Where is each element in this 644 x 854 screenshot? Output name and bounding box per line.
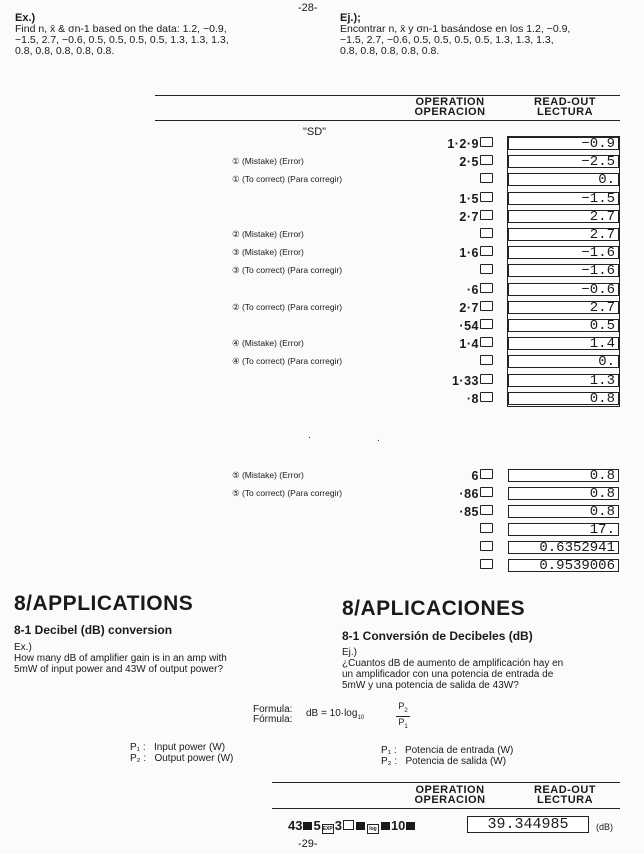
data-entry-key-icon	[480, 173, 493, 183]
data-entry-key-icon	[480, 541, 493, 551]
example-es	[340, 13, 640, 57]
readout-value: 2.7	[508, 210, 619, 223]
example-en-line3: 0.8, 0.8, 0.8, 0.8, 0.8.	[15, 45, 115, 57]
page-number-top: -28-	[298, 2, 318, 14]
final-operation: 43 5 EXP 3 log 10	[288, 818, 416, 834]
readout-value: 0.5	[508, 319, 619, 332]
operation-digits: 1·5	[459, 191, 479, 206]
operation-digits: ·86	[459, 487, 479, 501]
operation-digits: ·6	[466, 282, 479, 297]
separator-dot: .	[308, 430, 311, 441]
step-operation	[459, 301, 494, 315]
step-operation	[459, 505, 494, 519]
step-label: ⑤ (Mistake) (Error)	[232, 470, 304, 480]
readout-value: −0.6	[508, 283, 619, 296]
legend-es: P₁ : Potencia de entrada (W) P₂ : Potencia de salida (W)	[381, 745, 514, 767]
operation-digits: 6	[471, 469, 479, 483]
readout-value: −1.5	[508, 192, 619, 205]
applications-body-es	[342, 647, 563, 691]
step-operation	[479, 523, 494, 537]
readout-value: 0.6352941	[508, 541, 619, 554]
example-es-label: Ej.);	[340, 12, 361, 24]
step-label: ③ (Mistake) (Error)	[232, 247, 304, 258]
readout-value: 17.	[508, 523, 619, 536]
key-exp-icon: EXP	[322, 826, 333, 832]
data-entry-key-icon	[480, 337, 493, 347]
step-label: ③ (To correct) (Para corregir)	[232, 265, 343, 276]
key-log-icon: log	[367, 824, 379, 834]
data-entry-key-icon	[480, 192, 493, 202]
step-operation	[467, 283, 494, 297]
formula-expression: dB = $10\cdot\log_{10}$	[306, 708, 365, 721]
readout-value: 1.3	[508, 374, 619, 387]
example-en-line1: Find n, x̄ & σn-1 based on the data: 1.2, −0.9,	[15, 23, 227, 35]
example-es-line2: −1.5, 2.7, −0.6, 0.5, 0.5, 0.5, 0.5, 1.3, 1.3, 1.3,	[340, 34, 554, 46]
operation-digits: 1·4	[459, 337, 479, 352]
readout-value: 0.8	[508, 469, 619, 482]
data-entry-key-icon	[480, 505, 493, 515]
legend-en: P₁ : Input power (W) P₂ : Output power (W)	[130, 742, 234, 764]
step-operation	[459, 337, 494, 351]
final-unit: (dB)	[596, 822, 614, 832]
final-rule-top	[272, 782, 620, 783]
applications-title-en: 8/APPLICATIONS	[14, 592, 194, 615]
readout-value: −1.6	[508, 264, 619, 277]
step-operation	[459, 192, 494, 206]
app-es-line2: un amplificador con una potencia de entrada de	[342, 669, 554, 680]
header-readout: READ-OUT LECTURA	[533, 96, 597, 118]
readout-value: 0.8	[508, 487, 619, 500]
step-operation	[472, 469, 494, 483]
operation-digits: 2·5	[459, 155, 479, 170]
step-label: ④ (Mistake) (Error)	[232, 338, 304, 349]
app-en-line2: 5mW of input power and 43W of output power?	[14, 664, 224, 675]
step-operation	[452, 374, 494, 388]
readout-value: −0.9	[508, 137, 619, 150]
data-entry-key-icon	[480, 355, 493, 365]
data-entry-key-icon	[480, 301, 493, 311]
step-operation	[459, 487, 494, 501]
operation-digits: 1·33	[451, 373, 479, 388]
key-eq-icon	[406, 822, 415, 830]
step-label: ① (Mistake) (Error)	[232, 156, 304, 167]
key-mul-icon	[303, 822, 312, 830]
step-label: ② (Mistake) (Error)	[232, 229, 304, 239]
page-number-bottom: -29-	[298, 838, 318, 850]
step-label: ④ (To correct) (Para corregir)	[232, 356, 343, 367]
applications-title-es: 8/APLICACIONES	[342, 597, 526, 620]
example-es-line3: 0.8, 0.8, 0.8, 0.8, 0.8.	[340, 45, 440, 57]
example-en-label: Ex.)	[15, 12, 36, 24]
header-rule-bottom	[155, 120, 620, 121]
app-es-label: Ej.)	[342, 647, 357, 658]
example-en-line2: −1.5, 2.7, −0.6, 0.5, 0.5, 0.5, 0.5, 1.3, 1.3, 1.3,	[15, 34, 229, 46]
key-mul-icon	[381, 822, 390, 830]
example-es-line1: Encontrar n, x̄ y σn-1 basándose en los 1.2, −0.9,	[340, 23, 571, 35]
step-operation	[447, 137, 494, 151]
key-eq-icon	[356, 822, 365, 830]
applications-body-en	[14, 642, 227, 675]
step-operation	[479, 541, 494, 555]
final-header-operation: OPERATION OPERACION	[414, 784, 486, 806]
data-entry-key-icon	[480, 319, 493, 329]
data-entry-key-icon	[480, 155, 493, 165]
step-operation	[479, 228, 494, 242]
formula-fraction: $P_2$ $P_1$	[396, 701, 410, 732]
app-es-line3: 5mW y una potencia de salida de 43W?	[342, 680, 519, 691]
data-entry-key-icon	[480, 487, 493, 497]
data-entry-key-icon	[480, 523, 493, 533]
data-entry-key-icon	[480, 469, 493, 479]
app-en-line1: How many dB of amplifier gain is in an amp with	[14, 653, 227, 664]
readout-value: 0.	[508, 355, 619, 368]
final-rule-bottom	[272, 808, 620, 809]
example-en	[15, 13, 325, 57]
operation-digits: 2·7	[459, 209, 479, 224]
step-operation	[479, 264, 494, 278]
data-entry-key-icon	[480, 392, 493, 402]
applications-subtitle-es: 8-1 Conversión de Decibeles (dB)	[342, 629, 533, 643]
readout-column-1	[507, 136, 620, 407]
data-entry-key-icon	[480, 246, 493, 256]
step-operation	[479, 559, 494, 573]
readout-value: 2.7	[508, 228, 619, 241]
operation-digits: 1·6	[459, 246, 479, 261]
sd-mode-label: "SD"	[303, 126, 327, 138]
readout-value: 0.8	[508, 505, 619, 518]
step-label: ① (To correct) (Para corregir)	[232, 174, 343, 185]
data-entry-key-icon	[480, 374, 493, 384]
readout-value: 2.7	[508, 301, 619, 314]
operation-digits: ·8	[466, 391, 479, 406]
operation-digits: ·54	[459, 319, 479, 333]
formula-labels: Formula: Fórmula:	[253, 704, 293, 725]
readout-value: −2.5	[508, 155, 619, 168]
data-entry-key-icon	[480, 559, 493, 569]
step-operation	[459, 246, 494, 260]
step-operation	[459, 210, 494, 224]
separator-dot: .	[377, 433, 380, 444]
step-operation	[459, 319, 494, 333]
data-entry-key-icon	[480, 264, 493, 274]
header-operation: OPERATION OPERACION	[414, 96, 486, 118]
applications-subtitle-en: 8-1 Decibel (dB) conversion	[14, 623, 173, 637]
final-header-readout: READ-OUT LECTURA	[533, 784, 597, 806]
readout-value: −1.6	[508, 246, 619, 259]
final-readout: 39.344985	[467, 816, 589, 833]
step-label: ② (To correct) (Para corregir)	[232, 301, 343, 312]
step-operation	[459, 155, 494, 169]
operation-digits: 1·2·9	[447, 137, 479, 151]
readout-value: 0.8	[508, 392, 619, 405]
step-label: ⑤ (To correct) (Para corregir)	[232, 488, 343, 498]
readout-value: 0.9539006	[508, 559, 619, 572]
app-es-line1: ¿Cuantos dB de aumento de amplificación hay en	[342, 658, 564, 669]
app-en-label: Ex.)	[14, 642, 32, 653]
key-div-icon	[343, 820, 354, 830]
step-operation	[479, 173, 494, 187]
data-entry-key-icon	[480, 283, 493, 293]
data-entry-key-icon	[480, 137, 493, 147]
readout-value: 0.	[508, 173, 619, 186]
data-entry-key-icon	[480, 210, 493, 220]
readout-value: 1.4	[508, 337, 619, 350]
step-operation	[479, 355, 494, 369]
step-operation	[467, 392, 494, 406]
operation-digits: 2·7	[459, 300, 479, 315]
data-entry-key-icon	[480, 228, 493, 238]
operation-digits: ·85	[459, 505, 479, 519]
